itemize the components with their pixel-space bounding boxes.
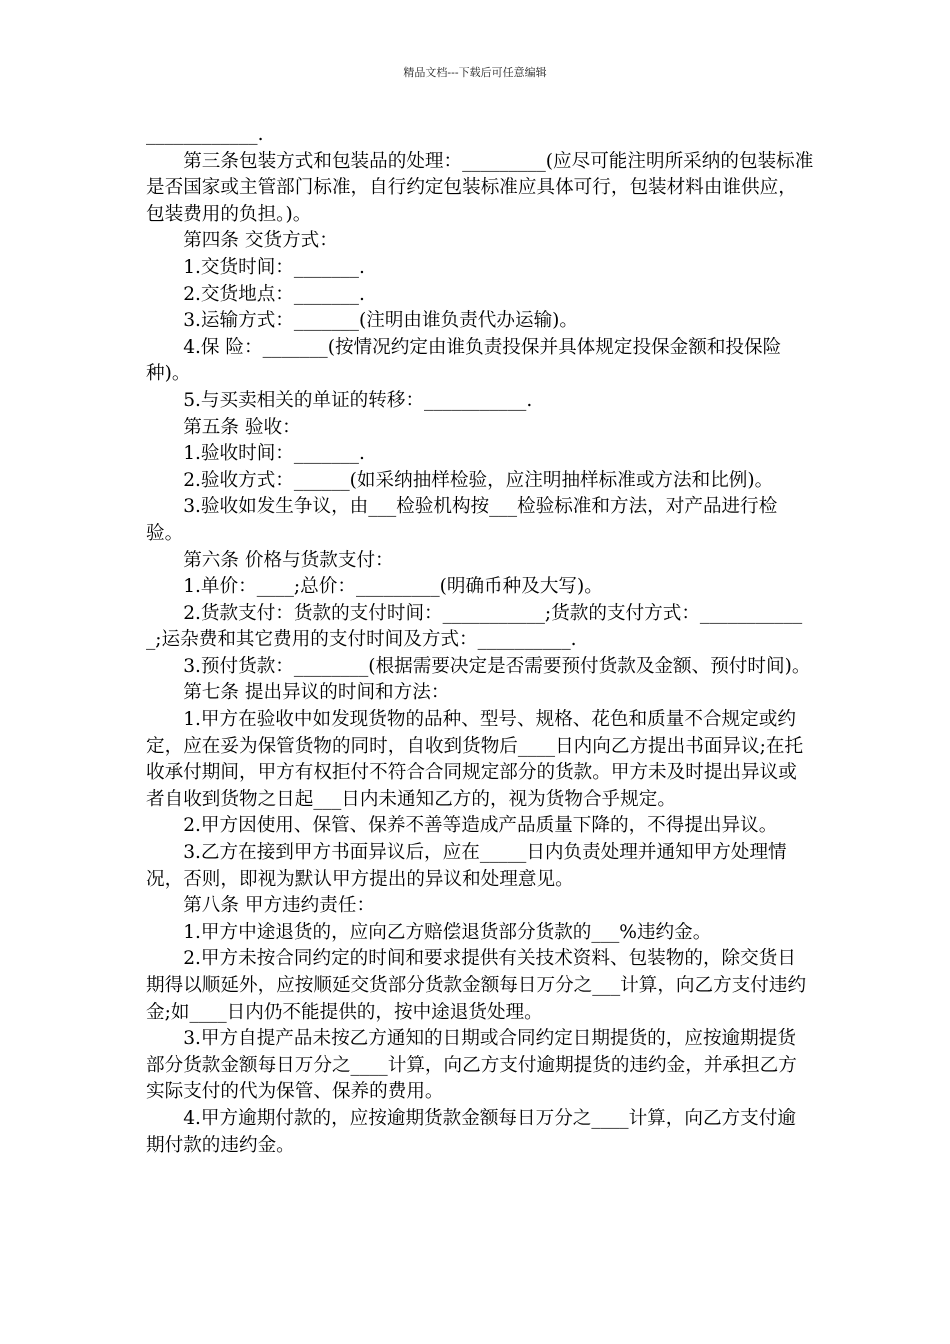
- article-4-item-4: 4.保 险：_______(按情况约定由谁负责投保并具体规定投保金额和投保险种)。: [146, 336, 782, 385]
- article-5-item-2: 2.验收方式：______(如采纳抽样检验，应注明抽样标准或方法和比例)。: [183, 469, 774, 491]
- article-4-heading: 第四条 交货方式：: [183, 230, 338, 252]
- article-5-heading: 第五条 验收：: [183, 416, 301, 438]
- article-4-item-3: 3.运输方式：_______(注明由谁负责代办运输)。: [183, 310, 579, 332]
- article-6-item-1: 1.单价：____;总价：_________(明确币种及大写)。: [183, 576, 603, 598]
- article-6-item-2: 2.货款支付：货款的支付时间：___________;货款的支付方式：____________;运杂费和其它费用的支付时间及方式：__________.: [146, 602, 803, 651]
- article-5-item-1: 1.验收时间：_______.: [183, 443, 365, 465]
- article-5-item-3: 3.验收如发生争议，由___检验机构按___检验标准和方法，对产品进行检验。: [146, 496, 778, 544]
- article-6-heading: 第六条 价格与货款支付：: [183, 549, 394, 571]
- article-3-packaging: 第三条包装方式和包装品的处理：_________(应尽可能注明所采纳的包装标准是否国家或主管部门标准，自行约定包装标准应具体可行，包装材料由谁供应，包装费用的负担。)。: [146, 150, 814, 225]
- article-8-item-3: 3.甲方自提产品未按乙方通知的日期或合同约定日期提货的，应按逾期提货部分货款金额每日万分之____计算，向乙方支付逾期提货的违约金，并承担乙方实际支付的代为保管、保养的费用。: [146, 1028, 797, 1103]
- article-8-item-2: 2.甲方未按合同约定的时间和要求提供有关技术资料、包装物的，除交货日期得以顺延外，应按顺延交货部分货款金额每日万分之___计算，向乙方支付违约金;如____日内仍不能提供的，按中途退货处理。: [146, 948, 807, 1023]
- article-6-item-3: 3.预付货款：________(根据需要决定是否需要预付货款及金额、预付时间)。: [183, 655, 811, 677]
- article-8-heading: 第八条 甲方违约责任：: [183, 895, 376, 917]
- article-8-item-1: 1.甲方中途退货的，应向乙方赔偿退货部分货款的___%违约金。: [183, 921, 712, 943]
- article-7-item-3: 3.乙方在接到甲方书面异议后，应在_____日内负责处理并通知甲方处理情况，否则，即视为默认甲方提出的异议和处理意见。: [146, 842, 787, 890]
- article-7-item-2: 2.甲方因使用、保管、保养不善等造成产品质量下降的，不得提出异议。: [183, 815, 778, 837]
- article-7-heading: 第七条 提出异议的时间和方法：: [183, 682, 450, 704]
- article-7-item-1: 1.甲方在验收中如发现货物的品种、型号、规格、花色和质量不合规定或约定，应在妥为保管货物的同时，自收到货物后____日内向乙方提出书面异议;在托收承付期间，甲方有权拒付不符合合同规定部分的货款。甲方未及时提出异议或者自收到货物之日起___日内未通知乙方的，视为货物合乎规定。: [146, 709, 804, 810]
- document-body: [146, 122, 814, 1159]
- article-4-item-5: 5.与买卖相关的单证的转移：___________.: [183, 389, 533, 411]
- paragraph-blank-line: ____________.: [146, 124, 264, 145]
- article-8-item-4: 4.甲方逾期付款的，应按逾期货款金额每日万分之____计算，向乙方支付逾期付款的违约金。: [146, 1107, 796, 1156]
- page-header: 精品文档---下载后可任意编辑: [403, 66, 547, 79]
- article-4-item-1: 1.交货时间：_______.: [183, 256, 365, 278]
- article-4-item-2: 2.交货地点：_______.: [183, 283, 365, 305]
